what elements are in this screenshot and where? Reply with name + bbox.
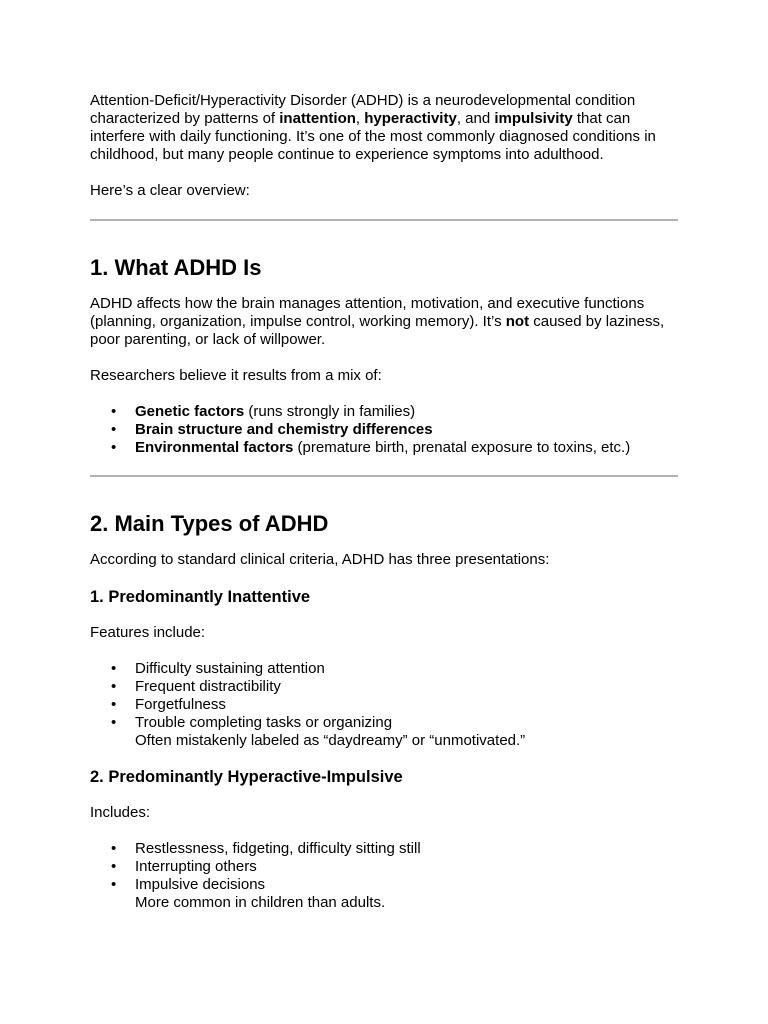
list-item <box>90 840 678 858</box>
overview-line: Here’s a clear overview: <box>90 182 250 199</box>
list-item <box>90 714 678 750</box>
what-adhd-text-1: ADHD affects how the brain manages attention, motivation, and executive functions (planning, organization, impulse control, working memory). It’s <box>90 295 645 330</box>
bullet-icon: • <box>111 876 117 893</box>
types-intro: According to standard clinical criteria, ADHD has three presentations: <box>90 551 550 568</box>
hyperactive-note: More common in children than adults. <box>135 894 386 911</box>
list-item <box>90 696 678 714</box>
bullet-icon: • <box>111 421 117 438</box>
divider-1 <box>90 219 678 221</box>
feature-text: Impulsive decisions <box>135 876 266 893</box>
feature-text: Restlessness, fidgeting, difficulty sitting still <box>135 840 421 857</box>
what-adhd-paragraph <box>90 295 678 349</box>
bullet-icon: • <box>111 403 117 420</box>
bullet-icon: • <box>111 439 117 456</box>
bullet-icon: • <box>111 660 117 677</box>
bullet-icon: • <box>111 858 117 875</box>
intro-separator-2: , and <box>456 110 495 127</box>
section-heading-main-types: 2. Main Types of ADHD <box>90 511 329 536</box>
feature-text: Interrupting others <box>135 858 257 875</box>
list-item <box>90 403 678 421</box>
list-item <box>90 439 678 457</box>
bullet-icon: • <box>111 678 117 695</box>
what-adhd-text-2: caused by laziness, poor parenting, or lack of willpower. <box>90 313 665 348</box>
inattentive-lead: Features include: <box>90 624 206 641</box>
feature-text: Difficulty sustaining attention <box>135 660 325 677</box>
feature-text: Forgetfulness <box>135 696 226 713</box>
inattentive-features-list <box>90 660 678 750</box>
emphasis-not: not <box>505 313 530 330</box>
hyperactive-features-list <box>90 840 678 912</box>
intro-separator-1: , <box>355 110 365 127</box>
bullet-icon: • <box>111 714 117 731</box>
feature-text: Frequent distractibility <box>135 678 281 695</box>
list-item <box>90 421 678 439</box>
term-inattention: inattention <box>279 110 356 127</box>
cause-detail: (premature birth, prenatal exposure to toxins, etc.) <box>293 439 631 456</box>
cause-detail: (runs strongly in families) <box>244 403 416 420</box>
hyperactive-lead: Includes: <box>90 804 151 821</box>
intro-text-1: Attention-Deficit/Hyperactivity Disorder (ADHD) is a neurodevelopmental condition characterized by patterns of <box>90 92 636 127</box>
causes-list <box>90 403 678 457</box>
inattentive-note: Often mistakenly labeled as “daydreamy” or “unmotivated.” <box>135 732 526 749</box>
list-item <box>90 858 678 876</box>
section-heading-what-adhd-is: 1. What ADHD Is <box>90 255 262 280</box>
cause-label: Brain structure and chemistry differences <box>135 421 433 438</box>
bullet-icon: • <box>111 840 117 857</box>
list-item <box>90 660 678 678</box>
list-item <box>90 678 678 696</box>
intro-text-2: that can interfere with daily functioning. It’s one of the most commonly diagnosed conditions in childhood, but many people continue to experience symptoms into adulthood. <box>90 110 656 163</box>
term-impulsivity: impulsivity <box>494 110 573 127</box>
list-item <box>90 876 678 912</box>
subheading-inattentive: 1. Predominantly Inattentive <box>90 588 311 606</box>
cause-label: Genetic factors <box>135 403 245 420</box>
bullet-icon: • <box>111 696 117 713</box>
intro-paragraph <box>90 92 678 164</box>
divider-2 <box>90 475 678 477</box>
cause-label: Environmental factors <box>135 439 294 456</box>
subheading-hyperactive-impulsive: 2. Predominantly Hyperactive-Impulsive <box>90 768 403 786</box>
causes-lead: Researchers believe it results from a mix of: <box>90 367 382 384</box>
term-hyperactivity: hyperactivity <box>364 110 457 127</box>
feature-text: Trouble completing tasks or organizing <box>135 714 393 731</box>
